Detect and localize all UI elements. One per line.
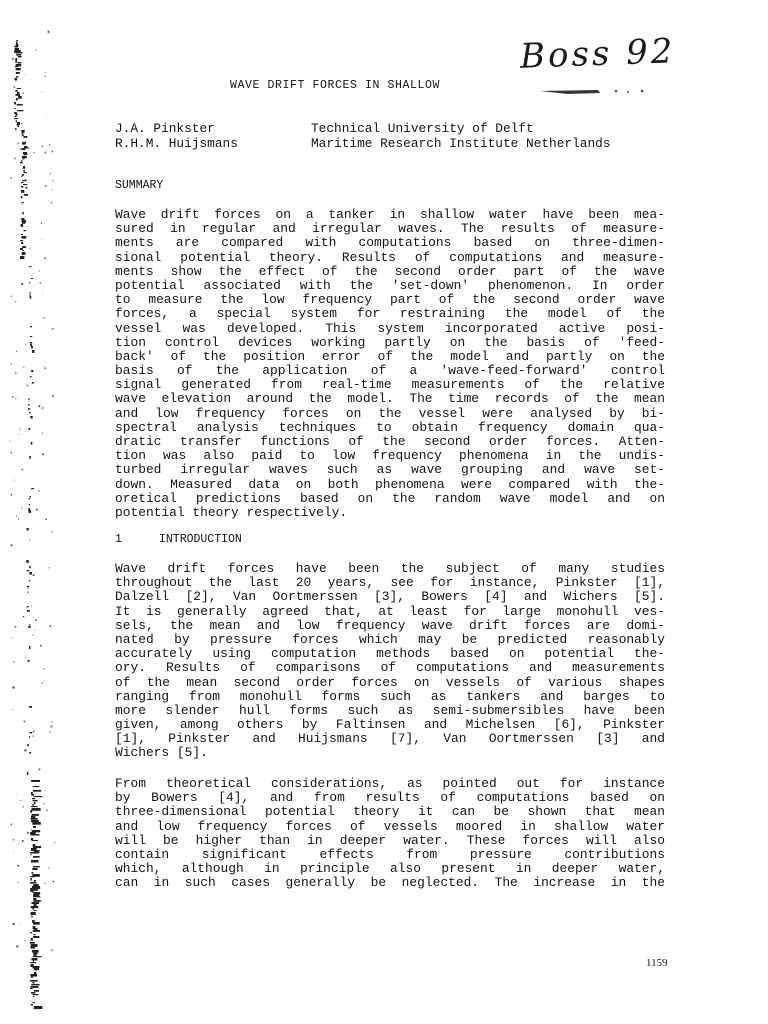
text-line: sels, the mean and low frequency wave drift forces are domi- bbox=[115, 617, 665, 633]
text-line: can in such cases generally be neglected. The increase in the bbox=[115, 875, 665, 891]
text-line: will be higher than in deeper water. These forces will also bbox=[115, 832, 665, 848]
text-line: dratic transfer functions of the second order forces. Atten- bbox=[115, 434, 665, 449]
introduction-paragraph-1 bbox=[115, 562, 665, 761]
summary-heading: SUMMARY bbox=[115, 179, 164, 192]
text-line: Dalzell [2], Van Oortmerssen [3], Bowers [4] and Wichers [5]. bbox=[115, 589, 665, 605]
text-line: oretical predictions based on the random wave model and on bbox=[115, 490, 665, 506]
text-line: Wichers [5]. bbox=[115, 745, 208, 761]
text-line: signal generated from real-time measurements of the relative bbox=[115, 377, 665, 393]
author-affiliation: Technical University of Delft bbox=[311, 121, 534, 136]
text-line: wave elevation around the model. The time records of the mean bbox=[115, 391, 665, 407]
introduction-paragraph-2 bbox=[115, 777, 665, 891]
text-line: which, although in principle also present in deeper water, bbox=[115, 861, 665, 877]
text-line: accurately using computation methods based on potential the- bbox=[115, 646, 665, 662]
section-title: INTRODUCTION bbox=[159, 533, 242, 546]
text-line: ments show the effect of the second order part of the wave bbox=[115, 263, 665, 279]
text-line: From theoretical considerations, as pointed out for instance bbox=[115, 776, 665, 791]
text-line: contain significant effects from pressure contributions bbox=[115, 846, 665, 862]
text-line: vessel was developed. This system incorporated active posi- bbox=[115, 320, 665, 336]
text-line: tion control devices working partly on the basis of 'feed- bbox=[115, 334, 665, 350]
text-line: to measure the low frequency part of the second order wave bbox=[115, 292, 665, 308]
author-name: J.A. Pinkster bbox=[115, 121, 215, 136]
scan-smudge bbox=[538, 86, 658, 98]
author-name: R.H.M. Huijsmans bbox=[115, 135, 238, 151]
text-line: by Bowers [4], and from results of computations based on bbox=[115, 790, 665, 806]
text-line: back' of the position error of the model and partly on the bbox=[115, 348, 665, 364]
text-line: ments are compared with computations based on three-dimen- bbox=[115, 235, 665, 251]
text-line: It is generally agreed that, at least for large monohull ves- bbox=[115, 603, 665, 619]
paper-title: WAVE DRIFT FORCES IN SHALLOW bbox=[230, 79, 441, 92]
text-line: and low frequency forces of vessels moored in shallow water bbox=[115, 818, 665, 834]
text-line: basis of the application of a 'wave-feed-forward' control bbox=[115, 363, 665, 379]
text-line: and low frequency forces on the vessel were analysed by bi- bbox=[115, 405, 665, 421]
introduction-heading bbox=[115, 533, 242, 546]
text-line: three-dimensional potential theory it can be shown that mean bbox=[115, 804, 665, 820]
text-line: forces, a special system for restraining the model of the bbox=[115, 306, 665, 322]
text-line: Wave drift forces have been the subject of many studies bbox=[115, 561, 665, 576]
text-line: spectral analysis techniques to obtain frequency domain qua- bbox=[115, 419, 665, 435]
text-line: of the mean second order forces on vessels of various shapes bbox=[115, 674, 665, 690]
scan-binding-edge bbox=[0, 0, 70, 1024]
text-line: ory. Results of comparisons of computations and measurements bbox=[115, 660, 665, 676]
text-line: sured in regular and irregular waves. The results of measure- bbox=[115, 221, 665, 237]
text-line: potential associated with the 'set-down' phenomenon. In order bbox=[115, 277, 665, 293]
summary-paragraph bbox=[115, 208, 665, 520]
author-block bbox=[115, 122, 611, 151]
text-line: down. Measured data on both phenomena were compared with the- bbox=[115, 476, 665, 492]
author-row bbox=[115, 122, 611, 137]
text-line: sional potential theory. Results of computations and measure- bbox=[115, 249, 665, 265]
text-line: tion was also paid to low frequency phenomena in the undis- bbox=[115, 448, 665, 464]
text-line: potential theory respectively. bbox=[115, 504, 348, 520]
text-line: more slender hull forms such as semi-submersibles have been bbox=[115, 702, 665, 718]
text-line: [1], Pinkster and Huijsmans [7], Van Oortmerssen [3] and bbox=[115, 731, 665, 747]
page-number: 1159 bbox=[646, 957, 668, 969]
text-line: ranging from monohull forms such as tankers and barges to bbox=[115, 688, 665, 704]
author-row bbox=[115, 137, 611, 152]
text-line: Wave drift forces on a tanker in shallow water have been mea- bbox=[115, 207, 665, 222]
text-line: throughout the last 20 years, see for instance, Pinkster [1], bbox=[115, 575, 665, 591]
section-number: 1 bbox=[115, 533, 122, 546]
author-affiliation: Maritime Research Institute Netherlands bbox=[311, 135, 611, 151]
text-line: nated by pressure forces which may be predicted reasonably bbox=[115, 631, 665, 647]
handwritten-note: Boss 92 bbox=[519, 31, 677, 77]
text-line: given, among others by Faltinsen and Michelsen [6], Pinkster bbox=[115, 717, 665, 733]
text-line: turbed irregular waves such as wave grouping and wave set- bbox=[115, 462, 665, 478]
